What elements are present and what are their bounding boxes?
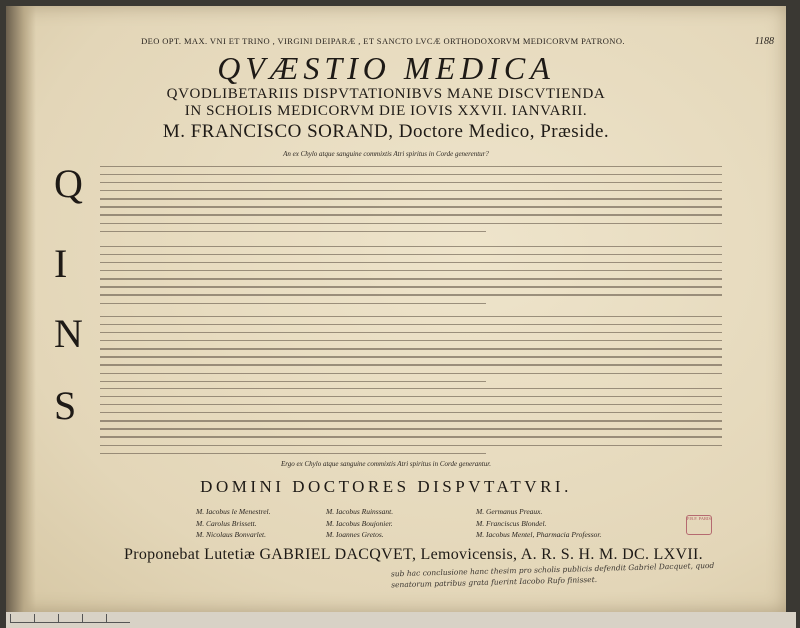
document-page [6, 6, 786, 612]
doctor-name: M. Iacobus Mentel, Pharmacia Professor. [476, 530, 602, 539]
doctor-name: M. Ioannes Gretos. [326, 530, 384, 539]
text-section-3 [54, 311, 722, 382]
subtitle-line-2: IN SCHOLIS MEDICORVM DIE IOVIS XXVII. IANVARII. [184, 103, 588, 119]
folio-number: 1188 [754, 36, 774, 47]
doctor-name: M. Germanus Preaux. [476, 507, 543, 516]
library-stamp: P.B.F. PARIS [686, 515, 712, 535]
doctors-column-3 [476, 506, 601, 541]
doctors-column-1 [196, 506, 271, 541]
doctors-heading: DOMINI DOCTORES DISPVTATVRI. [200, 477, 572, 496]
drop-cap: S [54, 383, 77, 428]
scale-ruler [10, 614, 130, 623]
paragraph-lines [100, 316, 722, 389]
drop-cap: Q [54, 161, 83, 206]
paragraph-lines [100, 166, 722, 239]
text-section-2 [54, 241, 722, 308]
defender-line: Proponebat Lutetiæ GABRIEL DACQVET, Lemovicensis, A. R. S. H. M. DC. LXVII. [124, 546, 703, 563]
question-line: An ex Chylo atque sanguine commixtis Atri spiritus in Corde generentur? [283, 150, 489, 158]
text-section-4 [54, 383, 722, 454]
text-section-1 [54, 161, 722, 236]
drop-cap: N [54, 311, 83, 356]
doctor-name: M. Iacobus Boujonier. [326, 518, 393, 528]
paragraph-lines [100, 246, 722, 311]
doctor-name: M. Iacobus Ruinssant. [326, 507, 394, 516]
praeses-line: M. FRANCISCO SORAND, Doctore Medico, Præside. [162, 121, 610, 142]
doctors-column-2 [326, 506, 393, 541]
page-gutter [6, 6, 36, 612]
dedication-header: DEO OPT. MAX. VNI ET TRINO , VIRGINI DEIPARÆ , ET SANCTO LVCÆ ORTHODOXORVM MEDICORVM PATRONO. [141, 36, 625, 46]
measurement-scale [6, 612, 796, 628]
subtitle-line-1: QVODLIBETARIIS DISPVTATIONIBVS MANE DISCVTIENDA [166, 86, 606, 102]
document-title: QVÆSTIO MEDICA [217, 50, 555, 86]
doctor-name: M. Iacobus le Menestrel. [196, 507, 271, 516]
doctor-name: M. Carolus Brissett. [196, 518, 257, 528]
doctor-name: M. Franciscus Blondel. [476, 518, 547, 528]
handwritten-note: sub hac conclusione hanc thesim pro scholis publicis defendit Gabriel Dacquet, quod senatorum patribus grata fuerint Iacobo Rufo finisset. [390, 560, 715, 590]
paragraph-lines [100, 388, 722, 461]
drop-cap: I [54, 241, 68, 286]
conclusion-line: Ergo ex Chylo atque sanguine commixtis Atri spiritus in Corde generantur. [281, 460, 491, 468]
doctor-name: M. Nicolaus Bonvarlet. [196, 530, 266, 539]
